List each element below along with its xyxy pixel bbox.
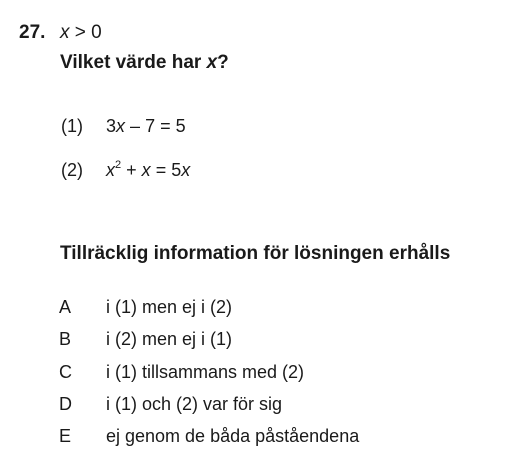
option-c-text: i (1) tillsammans med (2) [106,362,305,382]
option-a-text: i (1) men ej i (2) [106,297,233,317]
statement-1-text: 3x – 7 = 5 [106,116,186,136]
option-e-text: ej genom de båda påståendena [106,426,360,446]
option-b-letter: B [59,329,72,349]
option-a-letter: A [59,297,72,317]
option-d-text: i (1) och (2) var för sig [106,394,283,414]
option-c-letter: C [59,362,72,382]
option-b-text: i (2) men ej i (1) [106,329,233,349]
statement-2-label: (2) [61,160,83,180]
info-heading: Tillräcklig information för lösningen erhålls [60,243,451,264]
option-e-letter: E [59,426,72,446]
question-prompt: Vilket värde har x? [60,52,229,73]
statement-2-text: $x^2 + x = 5x$ [106,159,191,180]
option-d-letter: D [59,394,72,414]
question-condition: x > 0 [60,22,102,43]
statement-1-label: (1) [61,116,83,136]
question-number: 27. [19,22,46,43]
